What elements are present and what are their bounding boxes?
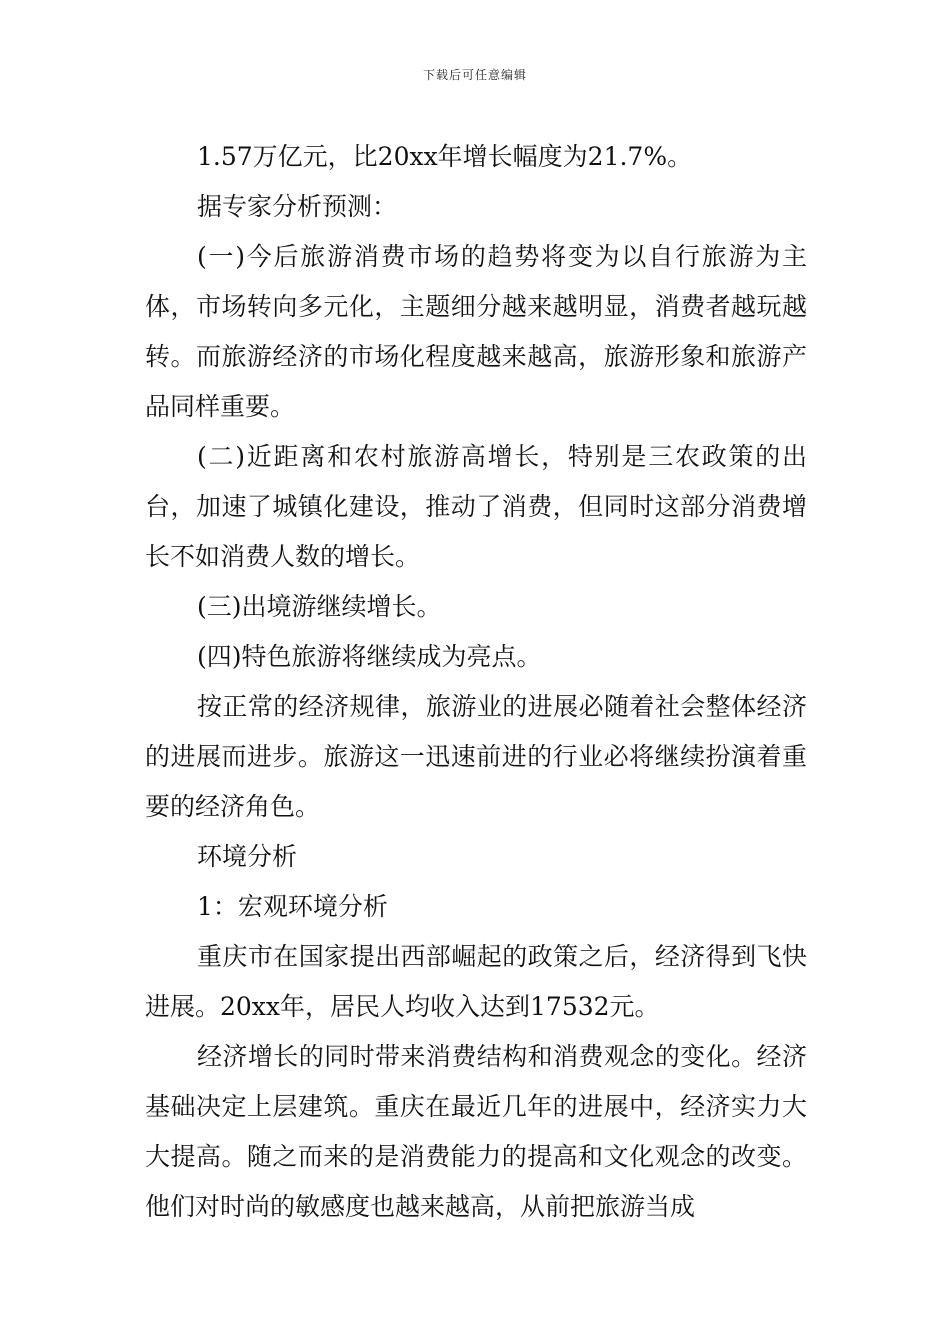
document-body <box>145 132 807 1232</box>
paragraph-chongqing-development: 重庆市在国家提出西部崛起的政策之后，经济得到飞快进展。20xx年，居民人均收入达到17532元。 <box>145 942 807 1021</box>
paragraph-growth-stat: 1.57万亿元，比20xx年增长幅度为21.7%。 <box>197 142 693 171</box>
paragraph-forecast-4: (四)特色旅游将继续成为亮点。 <box>197 642 542 671</box>
paragraph-expert-forecast-intro: 据专家分析预测： <box>197 192 398 221</box>
paragraph-forecast-2: (二)近距离和农村旅游高增长，特别是三农政策的出台，加速了城镇化建设，推动了消费，但同时这部分消费增长不如消费人数的增长。 <box>145 442 807 571</box>
paragraph-consumption-change: 经济增长的同时带来消费结构和消费观念的变化。经济基础决定上层建筑。重庆在最近几年的进展中，经济实力大大提高。随之而来的是消费能力的提高和文化观念的改变。他们对时尚的敏感度也越来越高，从前把旅游当成 <box>145 1042 807 1221</box>
paragraph-forecast-1: (一)今后旅游消费市场的趋势将变为以自行旅游为主体，市场转向多元化，主题细分越来越明显，消费者越玩越转。而旅游经济的市场化程度越来越高，旅游形象和旅游产品同样重要。 <box>145 242 807 421</box>
paragraph-forecast-3: (三)出境游继续增长。 <box>197 592 442 621</box>
paragraph-economic-law: 按正常的经济规律，旅游业的进展必随着社会整体经济的进展而进步。旅游这一迅速前进的行业必将继续扮演着重要的经济角色。 <box>145 692 807 821</box>
section-heading-environment-analysis: 环境分析 <box>197 842 298 871</box>
subsection-heading-macro-environment: 1：宏观环境分析 <box>197 892 388 921</box>
page-header: 下载后可任意编辑 <box>422 68 527 82</box>
